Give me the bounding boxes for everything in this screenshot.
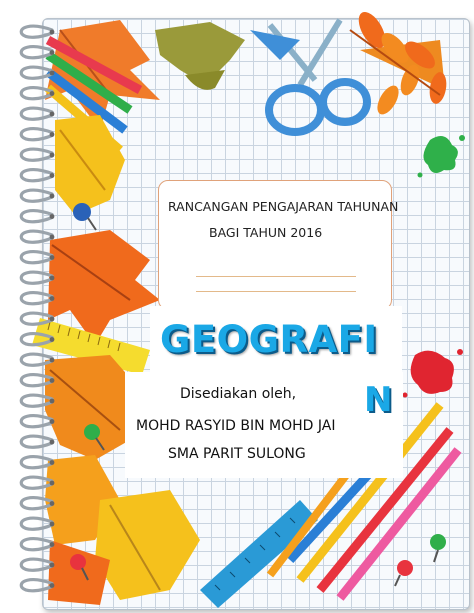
- binding-hole: [50, 522, 55, 527]
- binding-hole: [50, 378, 55, 383]
- divider-line: [196, 276, 356, 277]
- spiral-ring: [21, 457, 52, 468]
- spiral-ring: [21, 293, 52, 304]
- spiral-ring: [21, 108, 52, 119]
- school-name: SMA PARIT SULONG: [168, 446, 306, 462]
- red-ink-splash: [403, 349, 464, 398]
- divider-line: [196, 291, 356, 292]
- binding-hole: [50, 501, 55, 506]
- spiral-ring: [21, 170, 52, 181]
- plan-title: RANCANGAN PENGAJARAN TAHUNAN: [168, 199, 399, 214]
- spiral-ring: [21, 47, 52, 58]
- binding-hole: [50, 173, 55, 178]
- spiral-ring: [21, 252, 52, 263]
- binding-hole: [50, 460, 55, 465]
- binding-hole: [50, 276, 55, 281]
- binding-hole: [50, 337, 55, 342]
- binding-hole: [50, 542, 55, 547]
- binding-hole: [50, 91, 55, 96]
- binding-hole: [50, 481, 55, 486]
- binding-hole: [50, 317, 55, 322]
- binding-hole: [50, 132, 55, 137]
- subject-title: GEOGRAFI: [160, 318, 378, 361]
- binding-hole: [50, 399, 55, 404]
- binding-hole: [50, 214, 55, 219]
- binding-hole: [50, 71, 55, 76]
- spiral-ring: [21, 149, 52, 160]
- spiral-ring: [21, 231, 52, 242]
- scissors-icon: [250, 20, 367, 132]
- binding-hole: [50, 358, 55, 363]
- prepared-by-label: Disediakan oleh,: [180, 386, 297, 402]
- spiral-ring: [21, 129, 52, 140]
- binding-hole: [50, 194, 55, 199]
- binding-hole: [50, 419, 55, 424]
- spiral-ring: [21, 190, 52, 201]
- author-name: MOHD RASYID BIN MOHD JAI: [136, 418, 336, 434]
- binding-hole: [50, 50, 55, 55]
- spiral-ring: [21, 580, 52, 591]
- spiral-ring: [21, 416, 52, 427]
- spiral-ring: [21, 211, 52, 222]
- spiral-ring: [21, 559, 52, 570]
- binding-hole: [50, 153, 55, 158]
- year-line: BAGI TAHUN 2016: [209, 225, 323, 240]
- spiral-ring: [21, 313, 52, 324]
- spiral-ring: [21, 272, 52, 283]
- binding-hole: [50, 255, 55, 260]
- binding-hole: [50, 583, 55, 588]
- yellow-leaf-icon: [55, 115, 125, 215]
- binding-hole: [50, 235, 55, 240]
- binding-hole: [50, 563, 55, 568]
- spiral-ring: [21, 518, 52, 529]
- spiral-ring: [21, 67, 52, 78]
- spiral-ring: [21, 354, 52, 365]
- binding-hole: [50, 296, 55, 301]
- binding-hole: [50, 440, 55, 445]
- oak-leaf-icon: [155, 22, 245, 90]
- spiral-ring: [21, 539, 52, 550]
- spiral-ring: [21, 436, 52, 447]
- partial-letter: N: [364, 380, 393, 420]
- spiral-ring: [21, 26, 52, 37]
- binding-hole: [50, 30, 55, 35]
- bottom-pushpins-icon: [395, 534, 446, 586]
- binding-hole: [50, 112, 55, 117]
- green-ink-splash: [418, 135, 466, 178]
